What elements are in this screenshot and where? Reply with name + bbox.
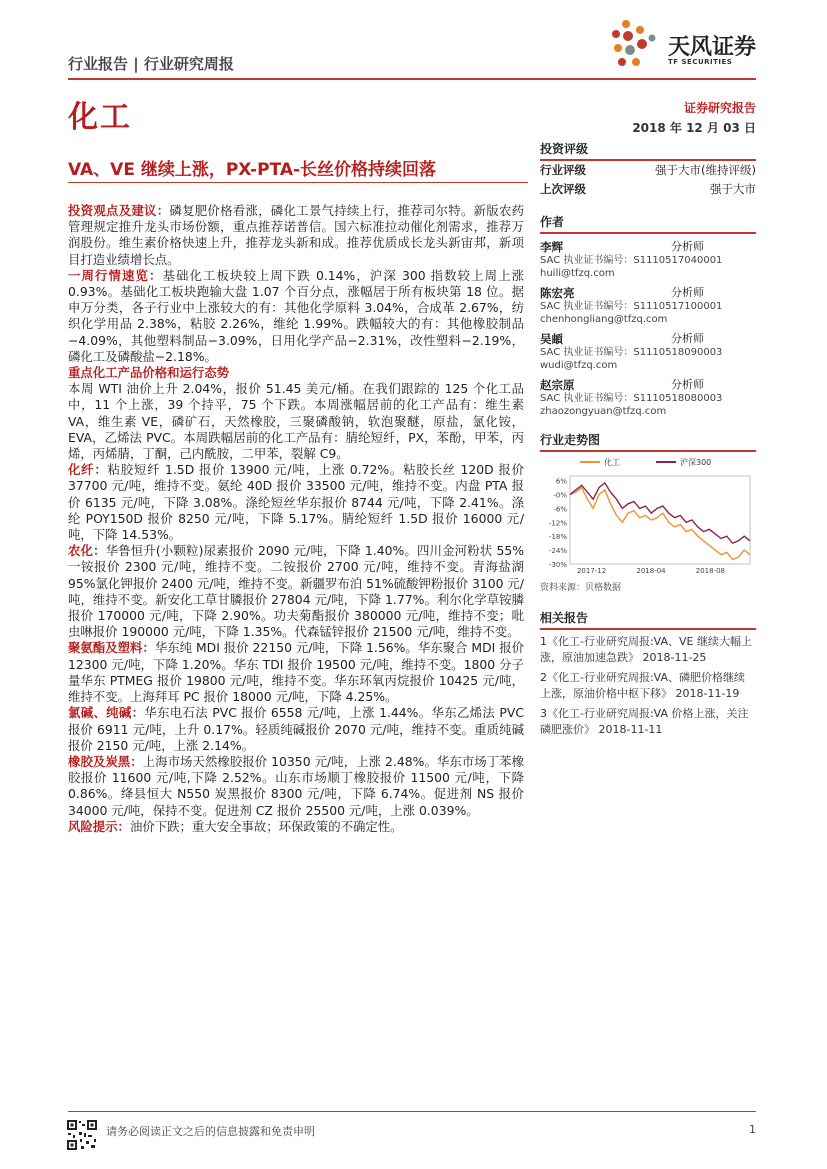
y-tick-label: -24% [548,546,567,555]
x-tick-label: 2018-04 [636,566,666,575]
paragraph-risk: 风险提示：油价下跌；重大安全事故；环保政策的不确定性。 [68,818,403,834]
x-tick-label: 2017-12 [576,566,607,575]
related-report-link[interactable]: 2《化工-行业研究周报:VA、磷肥价格继续上涨，原油价格中枢下移》 2018-11-19 [540,670,746,700]
author-email[interactable]: chenhongliang@tfzq.com [540,313,668,325]
chart-frame [570,476,750,564]
related-title: 相关报告 [540,611,589,625]
footer-divider [68,1111,756,1112]
series-line-csi300 [570,482,750,542]
paragraph-chemical-fiber: 化纤：粘胶短纤 1.5D 报价 13900 元/吨，上涨 0.72%。粘胶长丝 120D 报价 37700 元/吨，维持不变。氨纶 40D 报价 33500 元/吨，维持不变。内盘 PTA 报价 6135 元/吨，下降 3.08%。涤纶短丝华东报价 8744 元/吨，下降 2.41%。涤纶 POY150D 报价 8250 元/吨，下降 5.17%。腈纶短纤 1.5D 报价 16000 元/吨，下降 14.53%。 [68,462,525,543]
header-divider [68,78,756,80]
footer-disclaimer: 请务必阅读正文之后的信息披露和免责申明 [106,1125,315,1138]
paragraph-weekly-market: 一周行情速览：基础化工板块较上周下跌 0.14%，沪深 300 指数较上周上涨 0.93%。基础化工板块跑输大盘 1.07 个百分点，涨幅居于所有板块第 18 位。据申万分类，各子行业中上涨较大的有：其他化学原料 3.04%，合成革 2.67%，纺织化学用品 2.38%，粘胶 2.26%，维纶 1.99%。跌幅较大的有：其他橡胶制品−4.09%，其他塑料制品−3.09%，日用化学产品−2.31%，改性塑料−2.19%，磷化工及磷酸盐−2.18%。 [68,267,525,364]
page-number: 1 [749,1123,756,1136]
trend-chart [540,452,756,577]
sector-title: 化工 [68,100,132,135]
series-line-chemical [570,487,750,559]
report-type: 证券研究报告 [683,101,756,115]
logo-mark-icon [608,16,664,72]
logo-name: 天风证券 [668,35,757,60]
report-category: 行业报告 | 行业研究周报 [68,55,234,73]
report-title: VA、VE 继续上涨，PX-PTA-长丝价格持续回落 [68,160,437,180]
author-email[interactable]: wudi@tfzq.com [540,359,618,371]
author-email[interactable]: huili@tfzq.com [540,267,615,279]
author-block: 赵宗原 分析师 SAC 执业证书编号：S1110518080003 zhaozongyuan@tfzq.com [540,378,756,418]
author-block: 李辉 分析师 SAC 执业证书编号：S1110517040001 huili@tfzq.com [540,240,756,280]
legend-label: 化工 [604,457,620,467]
x-tick-label: 2018-08 [695,566,726,575]
author-email[interactable]: zhaozongyuan@tfzq.com [540,405,667,417]
rating-section [540,140,756,199]
y-tick-label: -6% [553,504,567,513]
y-tick-label: 6% [555,477,567,486]
authors-section [540,213,756,418]
report-body [68,203,524,835]
paragraph-key-products-heading: 重点化工产品价格和运行态势 [68,365,230,381]
paragraph-investment-view: 投资观点及建议：磷复肥价格看涨，磷化工景气持续上行，推荐司尔特。新版农药管理规定推升龙头市场份额，重点推荐诺普信。国六标准拉动催化剂需求，推荐万润股份。维生素价格快速上升，推荐龙头新和成。推荐优质成长龙头新宙邦，新项目打造业绩增长点。 [68,203,525,267]
legend-label: 沪深300 [680,457,712,467]
chart-source: 资料来源：贝格数据 [540,582,622,593]
related-report-link[interactable]: 3《化工-行业研究周报:VA 价格上涨，关注磷肥涨价》 2018-11-11 [540,706,749,736]
trend-title: 行业走势图 [540,433,601,447]
y-tick-label: -18% [548,532,567,541]
paragraph-rubber: 橡胶及炭黑：上海市场天然橡胶报价 10350 元/吨，上涨 2.48%。华东市场丁苯橡胶报价 11600 元/吨,下降 2.52%。山东市场顺丁橡胶报价 11500 元/吨，下降 0.86%。绛县恒大 N550 炭黑报价 8300 元/吨，下降 6.74%。促进剂 NS 报价 34000 元/吨，保持不变。促进剂 CZ 报价 25500 元/吨，上涨 0.039%。 [68,753,524,818]
paragraph-key-products: 本周 WTI 油价上升 2.04%，报价 51.45 美元/桶。在我们跟踪的 125 个化工品中，11 个上涨，39 个持平，75 个下跌。本周涨幅居前的化工产品有：维生素 VA，维生素 VE，磷矿石，天然橡胶，三聚磷酸钠，软泡聚醚，原盐，氯化铵，EVA，乙烯法 PVC。本周跌幅居前的化工产品有：腈纶短纤，PX，苯酚，甲苯，丙烯，丙烯腈，丁酮，己内酰胺，二甲苯，裂解 C9。 [68,381,524,462]
paragraph-chlor-alkali: 氯碱、纯碱：华东电石法 PVC 报价 6558 元/吨，上涨 1.44%。华东乙烯法 PVC 报价 6911 元/吨，上升 0.17%。轻质纯碱报价 2070 元/吨，维持不变。重质纯碱报价 2150 元/吨，上涨 2.14%。 [68,705,525,753]
authors-divider [540,232,756,234]
rating-row-industry: 行业评级 强于大市(维持评级) [540,162,756,177]
title-divider [68,182,528,183]
author-block: 吴頔 分析师 SAC 执业证书编号：S1110518090003 wudi@tfzq.com [540,332,756,372]
y-tick-label: -0% [553,491,567,500]
related-report-link[interactable]: 1《化工-行业研究周报:VA、VE 继续大幅上涨，原油加速急跌》 2018-11-25 [540,634,752,664]
paragraph-polyurethane: 聚氨酯及塑料：华东纯 MDI 报价 22150 元/吨，下降 1.56%。华东聚合 MDI 报价 12300 元/吨，下降 1.20%。华东 TDI 报价 19500 元/吨，维持不变。1800 分子量华东 PTMEG 报价 19800 元/吨，维持不变。华东环氧丙烷报价 10425 元/吨，维持不变。上海拜耳 PC 报价 18000 元/吨，下降 4.25%。 [68,640,525,705]
report-date: 2018 年 12 月 03 日 [632,121,756,135]
rating-title: 投资评级 [540,142,589,156]
qr-code-icon [66,1119,98,1151]
y-tick-label: -12% [548,518,567,527]
related-section [540,609,756,738]
paragraph-agrochemical: 农化：华鲁恒升(小颗粒)尿素报价 2090 元/吨，下降 1.40%。四川金河粉状 55%一铵报价 2300 元/吨，维持不变。二铵报价 2700 元/吨，维持不变。青海盐湖 95%氯化钾报价 2400 元/吨，维持不变。新疆罗布泊 51%硫酸钾粉报价 3100 元/吨，维持不变。新安化工草甘膦报价 27804 元/吨，下降 1.77%。利尔化学草铵膦报价 170000 元/吨，下降 2.90%。功夫菊酯报价 380000 元/吨，维持不变；吡虫啉报价 190000 元/吨，下降 1.35%。代森锰锌报价 21500 元/吨，维持不变。 [68,543,524,640]
authors-title: 作者 [540,215,565,229]
trend-section [540,431,756,593]
related-divider [540,628,756,630]
rating-row-previous: 上次评级 强于大市 [540,181,756,196]
logo-sub: TF SECURITIES [668,58,733,66]
author-block: 陈宏亮 分析师 SAC 执业证书编号：S1110517100001 chenhongliang@tfzq.com [540,286,756,326]
y-tick-label: -30% [548,560,567,569]
